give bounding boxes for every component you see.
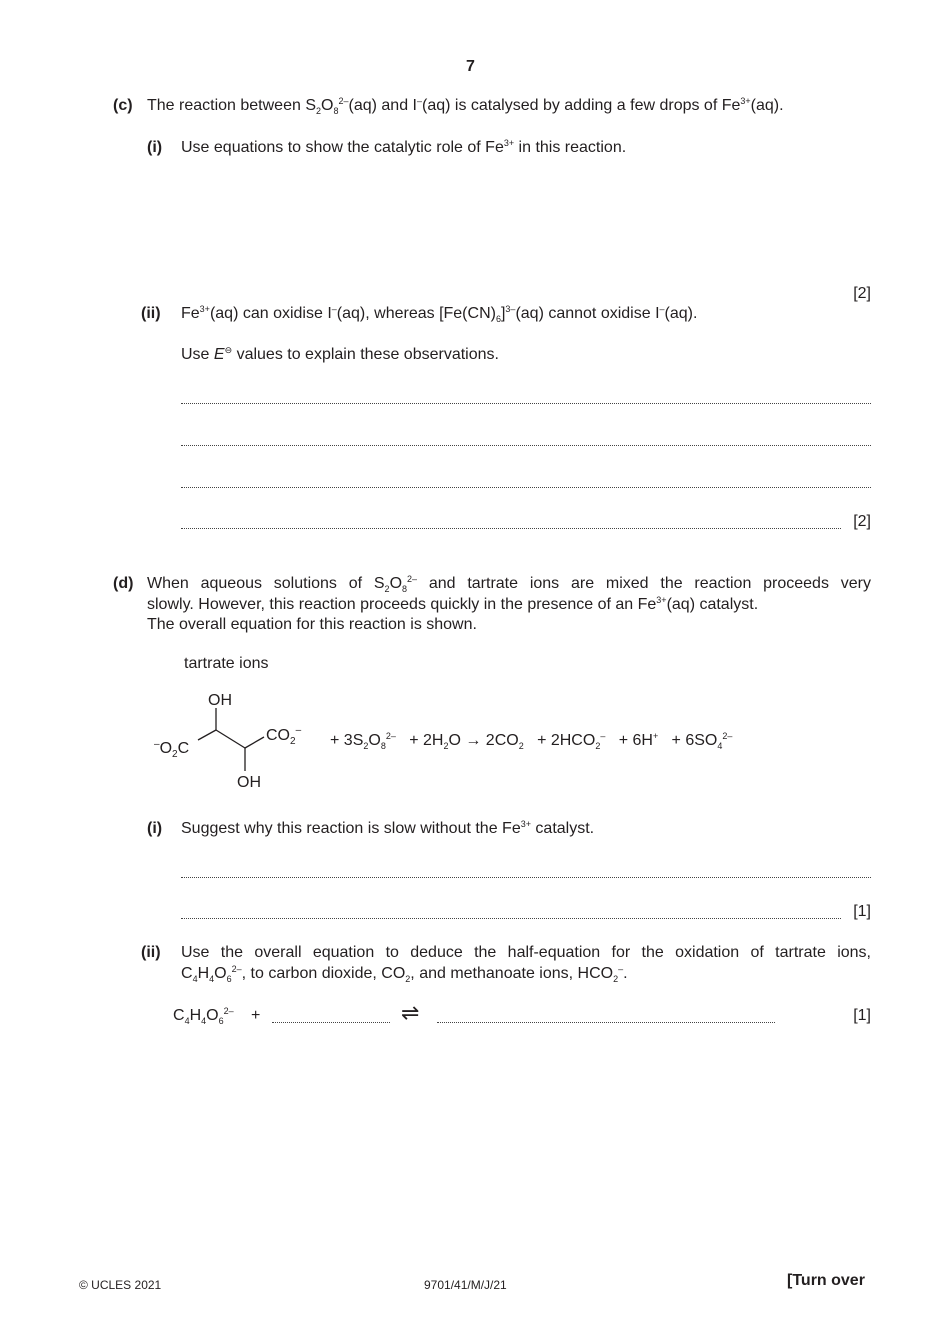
answer-line[interactable]	[181, 487, 871, 488]
part-d-i-mark: [1]	[853, 903, 871, 920]
part-c-ii-mark: [2]	[853, 513, 871, 530]
half-equation-plus: +	[251, 1007, 261, 1024]
part-d-ii-question: Use the overall equation to deduce the half-equation for the oxidation of tartrate ions,	[181, 944, 871, 961]
skeletal-bonds	[198, 708, 264, 771]
part-d-ii-label: (ii)	[141, 944, 161, 961]
carboxylate-left: $^-O_2C$	[154, 739, 190, 760]
part-c-label: (c)	[113, 97, 133, 114]
answer-line[interactable]	[181, 528, 841, 529]
part-c-i-mark: [2]	[853, 285, 871, 302]
half-equation-blank-right[interactable]	[437, 1022, 775, 1023]
part-d-stem: When aqueous solutions of $S_2O_8^{2-}$ and tartrate ions are mixed the reaction proceeds very slowly. However, this reaction proceeds quickly in the presence of an $Fe^{3+}(aq)$ catalyst. The overall equation for this reaction is shown.	[147, 574, 871, 633]
tartrate-label: tartrate ions	[184, 655, 269, 672]
overall-equation: + $3S_2O_8^{2-}$ + $2H_2O \to 2CO_2$ + $2HCO_2^-$ + 6H+ + $6SO_4^{2-}$	[330, 731, 733, 751]
answer-line[interactable]	[181, 445, 871, 446]
part-d-i-label: (i)	[147, 820, 163, 837]
part-c-i-question: Use equations to show the catalytic role of $Fe^{3+}$ in this reaction.	[181, 138, 627, 156]
oh-bottom-label: OH	[237, 774, 261, 791]
standard-state-symbol: ⊖	[224, 345, 233, 355]
equilibrium-arrow-icon: ⇌	[401, 1000, 420, 1025]
part-d-ii-question-line2: $C_4H_4O_6^{2-}$, to carbon dioxide, $CO_2$, and methanoate ions, $HCO_2^-$.	[181, 964, 628, 984]
part-d-ii-mark: [1]	[853, 1007, 871, 1024]
part-c-stem: The reaction between $S_2O_8^{2-}(aq)$ and I–(aq) is catalysed by adding a few drops of $Fe^{3+}(aq)$.	[147, 96, 784, 116]
part-d-i-question: Suggest why this reaction is slow without the $Fe^{3+}$ catalyst.	[181, 819, 595, 837]
part-c-ii-question: $Fe^{3+}(aq)$ can oxidise I–(aq), whereas $[Fe(CN)_6]^{3-}(aq)$ cannot oxidise I–(aq).	[181, 304, 698, 324]
answer-line[interactable]	[181, 877, 871, 878]
part-c-ii-label: (ii)	[141, 305, 161, 322]
half-equation-blank-left[interactable]	[272, 1022, 390, 1023]
part-d-label: (d)	[113, 575, 134, 592]
footer-copyright: © UCLES 2021	[79, 1278, 162, 1292]
part-c-ii-instruction: Use E⊖ values to explain these observations.	[181, 345, 499, 363]
tartrate-structure	[140, 682, 340, 802]
answer-line[interactable]	[181, 403, 871, 404]
footer-code: 9701/41/M/J/21	[424, 1278, 507, 1292]
oh-top-label: OH	[208, 692, 232, 709]
answer-line[interactable]	[181, 918, 841, 919]
half-equation-reactant: $C_4H_4O_6^{2-}$	[173, 1006, 234, 1026]
turn-over: [Turn over	[787, 1272, 865, 1289]
page-number: 7	[466, 58, 475, 75]
carboxylate-right: $CO_2^-$	[266, 725, 302, 747]
part-c-i-label: (i)	[147, 139, 163, 156]
